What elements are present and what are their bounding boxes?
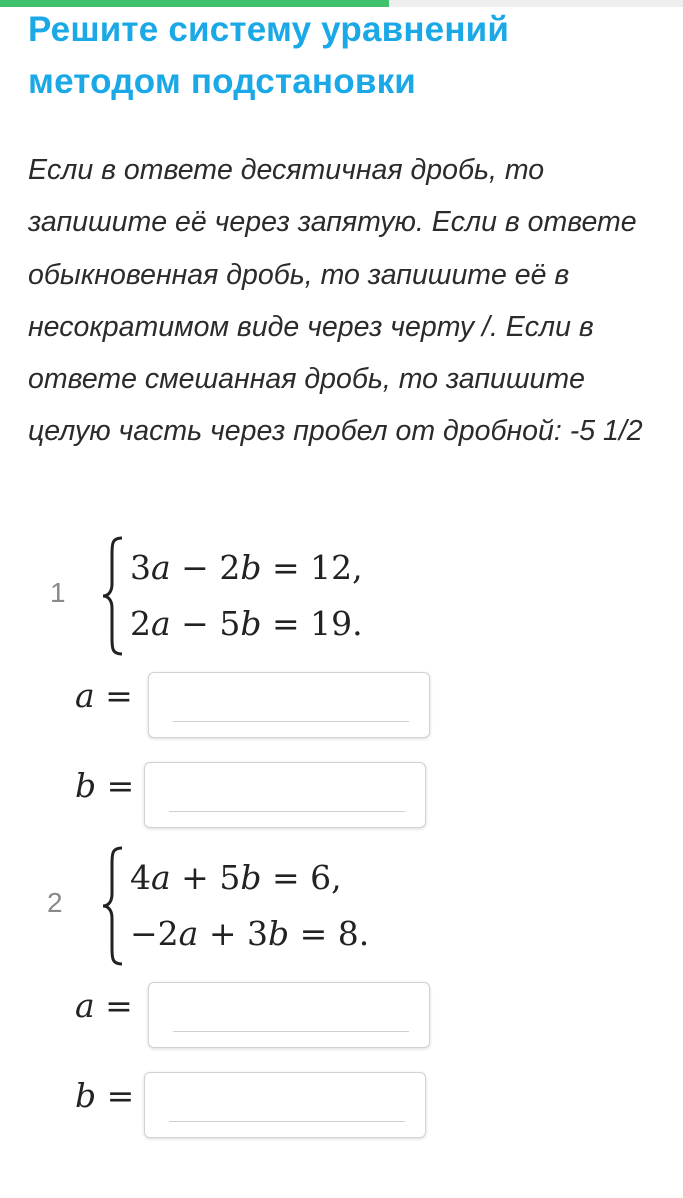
answer-input-a[interactable] <box>173 691 409 722</box>
answer-box <box>144 1072 426 1138</box>
equation: 4a + 5b = 6, <box>130 858 342 897</box>
answer-label-a: a = <box>75 676 133 715</box>
problem-number: 2 <box>47 887 63 918</box>
system-brace <box>100 536 126 656</box>
answer-input-a[interactable] <box>173 1001 409 1032</box>
problem-number: 1 <box>50 577 66 608</box>
equation: 2a − 5b = 19. <box>130 604 363 643</box>
equation: 3a − 2b = 12, <box>130 548 363 587</box>
instructions-text: Если в ответе десятичная дробь, то запишите её через запятую. Если в ответе обыкновенная дробь, то запишите её в несократимом виде через черту /. Если в ответе смешанная дробь, то запишите целую часть через пробел от дробной: -5 1/2 <box>28 154 643 448</box>
page-title: Решите систему уравнений методом подстановки <box>28 10 510 101</box>
answer-label-b: b = <box>75 766 135 805</box>
equation: −2a + 3b = 8. <box>130 914 370 953</box>
answer-label-a: a = <box>75 986 133 1025</box>
answer-label-b: b = <box>75 1076 135 1115</box>
answer-box <box>148 672 430 738</box>
answer-box <box>144 762 426 828</box>
answer-box <box>148 982 430 1048</box>
system-brace <box>100 846 126 966</box>
answer-input-b[interactable] <box>169 781 405 812</box>
answer-input-b[interactable] <box>169 1091 405 1122</box>
